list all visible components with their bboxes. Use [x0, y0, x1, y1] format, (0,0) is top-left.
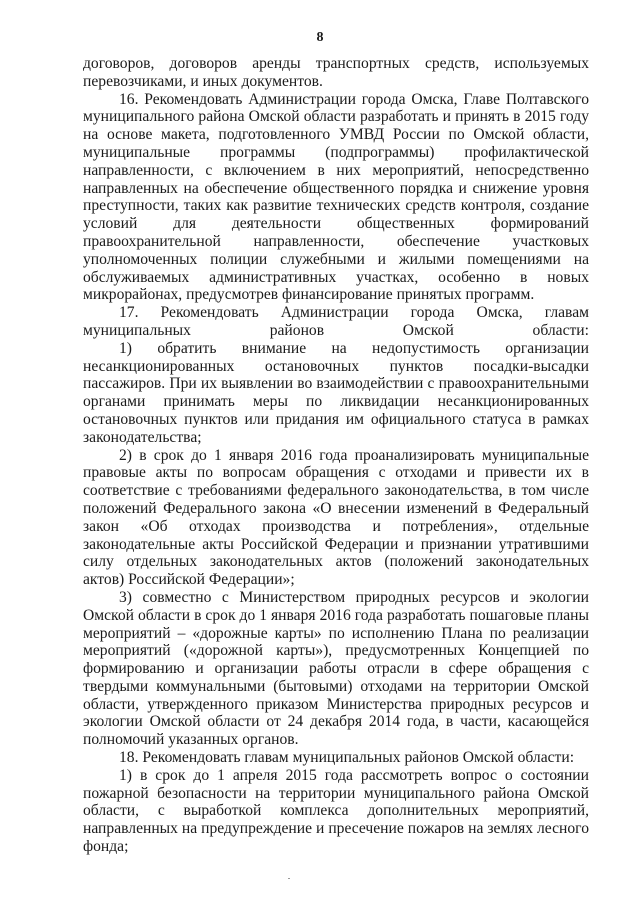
paragraph-item-17-1: 1) обратить внимание на недопустимость организации несанкционированных остановочных пунктов посадки-высадки пассажиров. При их выявлении во взаимодействии с правоохранительными органами принимать меры по ликвидации несанкционированных остановочных пунктов или придания им официального статуса в рамках законодательства;: [83, 339, 589, 446]
page-number: 8: [316, 30, 324, 45]
paragraph-continuation: договоров, договоров аренды транспортных средств, используемых перевозчиками, и иных документов.: [83, 55, 589, 90]
document-body: [83, 55, 589, 856]
scan-artifact-dot: [288, 878, 290, 879]
paragraph-item-16: 16. Рекомендовать Администрации города Омска, Главе Полтавского муниципального района Омской области разработать и принять в 2015 году на основе макета, подготовленного УМВД России по Омской области, муниципальные программы (подпрограммы) профилактической направленности, с включением в них мероприятий, непосредственно направленных на обеспечение общественного порядка и снижение уровня преступности, таких как развитие технических средств контроля, создание условий для деятельности общественных формирований правоохранительной направленности, обеспечение участковых уполномоченных полиции служебными и жилыми помещениями на обслуживаемых административных участках, особенно в новых микрорайонах, предусмотрев финансирование принятых программ.: [83, 90, 589, 304]
paragraph-item-17: 17. Рекомендовать Администрации города Омска, главам муниципальных районов Омской области:: [83, 304, 589, 339]
paragraph-item-18-1: 1) в срок до 1 апреля 2015 года рассмотреть вопрос о состоянии пожарной безопасности на территории муниципального района Омской области, с выработкой комплекса дополнительных мероприятий, направленных на предупреждение и пресечение пожаров на землях лесного фонда;: [83, 766, 589, 856]
paragraph-item-17-3: 3) совместно с Министерством природных ресурсов и экологии Омской области в срок до 1 января 2016 года разработать пошаговые планы мероприятий – «дорожные карты» по исполнению Плана по реализации мероприятий («дорожной карты»), предусмотренных Концепцией по формированию и организации работы отрасли в сфере обращения с твердыми коммунальными (бытовыми) отходами на территории Омской области, утвержденного приказом Министерства природных ресурсов и экологии Омской области от 24 декабря 2014 года, в части, касающейся полномочий указанных органов.: [83, 588, 589, 749]
paragraph-item-18: 18. Рекомендовать главам муниципальных районов Омской области:: [119, 749, 575, 767]
paragraph-item-17-2: 2) в срок до 1 января 2016 года проанализировать муниципальные правовые акты по вопросам обращения с отходами и привести их в соответствие с требованиями федерального законодательства, в том числе положений Федерального закона «О внесении изменений в Федеральный закон «Об отходах производства и потребления», отдельные законодательные акты Российской Федерации и признании утратившими силу отдельных законодательных актов (положений законодательных актов) Российской Федерации»;: [83, 446, 589, 589]
